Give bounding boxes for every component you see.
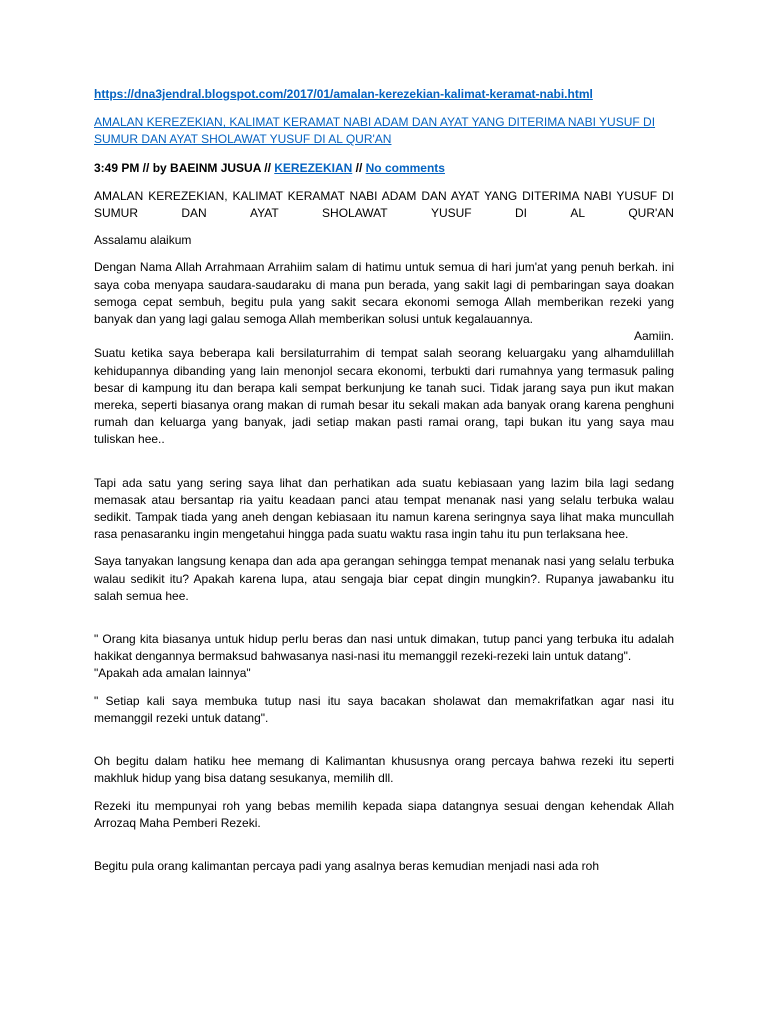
paragraph-2: Suatu ketika saya beberapa kali bersilaturrahim di tempat salah seorang keluargaku yang alhamdulillah kehidupannya dibanding yang lain menonjol secara ekonomi, terbukti dari rumahnya yang termasuk paling besar di kampung itu dan berapa kali sempat berkunjung ke tanah suci. Tidak jarang saya pun ikut makan mereka, seperti biasanya orang makan di rumah besar itu sekali makan ada banyak orang karena penghuni rumah dan keluarga yang banyak, jadi setiap makan pasti ramai orang, tapi bukan itu yang saya mau tuliskan hee.. [94,346,674,447]
heading-word: AL [570,206,585,221]
post-heading [94,188,674,222]
greeting: Assalamu alaikum [94,233,192,248]
category-link[interactable]: KEREZEKIAN [274,160,353,175]
paragraph-4: Saya tanyakan langsung kenapa dan ada apa gerangan sehingga tempat menanak nasi yang selalu terbuka walau sedikit itu? Apakah karena lupa, atau sengaja biar cepat dingin mungkin?. Rupanya jawabanku itu salah semua hee. [94,554,674,603]
post-meta [94,160,674,177]
meta-separator: // [352,160,366,175]
heading-word: DI [514,206,527,221]
quote-2: "Apakah ada amalan lainnya" [94,666,251,681]
paragraph-1 [94,259,674,345]
post-title-link[interactable]: AMALAN KEREZEKIAN, KALIMAT KERAMAT NABI ADAM DAN AYAT YANG DITERIMA NABI YUSUF DI SUMUR DAN AYAT SHOLAWAT YUSUF DI AL QUR'AN [94,115,656,147]
heading-word: QUR'AN [628,206,674,221]
paragraph-1-closing: Aamiin. [633,329,674,344]
paragraph-1-text: Dengan Nama Allah Arrahmaan Arrahiim salam di hatimu untuk semua di hari jum'at yang penuh berkah. ini saya coba menyapa saudara-saudaraku di mana pun berada, yang sakit lagi di pembaringan saya doakan semoga cepat sembuh, begitu pula yang sakit secara ekonomi semoga Allah memberikan rezeki yang banyak dan yang lagi galau semoga Allah memberikan solusi untuk kegalauannya. [94,260,674,327]
quote-3: " Setiap kali saya membuka tutup nasi itu saya bacakan sholawat dan memakrifatkan agar nasi itu memanggil rezeki untuk datang". [94,693,674,725]
heading-word: AYAT [250,206,279,221]
heading-word: YUSUF [430,206,472,221]
quote-1: " Orang kita biasanya untuk hidup perlu beras dan nasi untuk dimakan, tutup panci yang terbuka itu adalah hakikat dengannya bermaksud bahwasanya nasi-nasi itu memanggil rezeki-rezeki lain untuk datang". [94,632,674,664]
post-title-line [94,114,674,148]
post-time-author: 3:49 PM // by BAEINM JUSUA // [94,160,275,175]
heading-line-2 [94,205,674,222]
paragraph-7: Begitu pula orang kalimantan percaya padi yang asalnya beras kemudian menjadi nasi ada roh [94,858,599,873]
comments-link[interactable]: No comments [365,160,445,175]
paragraph-3: Tapi ada satu yang sering saya lihat dan perhatikan ada suatu kebiasaan yang lazim bila lagi sedang memasak atau bersantap ria yaitu keadaan panci atau tempat menanak nasi yang selalu terbuka walau sedikit. Tampak tiada yang aneh dengan kebiasaan itu namun karena seringnya saya lihat maka muncullah rasa penasaranku ingin mengetahui hingga pada suatu waktu rasa ingin tahu itu pun terlaksana hee. [94,475,674,542]
heading-word: DAN [181,206,207,221]
source-url-link[interactable]: https://dna3jendral.blogspot.com/2017/01/amalan-kerezekian-kalimat-keramat-nabi.html [94,87,593,101]
source-url-line [94,86,674,103]
paragraph-5: Oh begitu dalam hatiku hee memang di Kalimantan khususnya orang percaya bahwa rezeki itu seperti makhluk hidup yang bisa datang sesukanya, memilih dll. [94,754,674,786]
heading-line-1: AMALAN KEREZEKIAN, KALIMAT KERAMAT NABI ADAM DAN AYAT YANG DITERIMA NABI YUSUF DI [94,188,674,203]
paragraph-6: Rezeki itu mempunyai roh yang bebas memilih kepada siapa datangnya sesuai dengan kehendak Allah Arrozaq Maha Pemberi Rezeki. [94,798,674,830]
heading-word: SHOLAWAT [322,206,388,221]
heading-word: SUMUR [94,206,138,221]
